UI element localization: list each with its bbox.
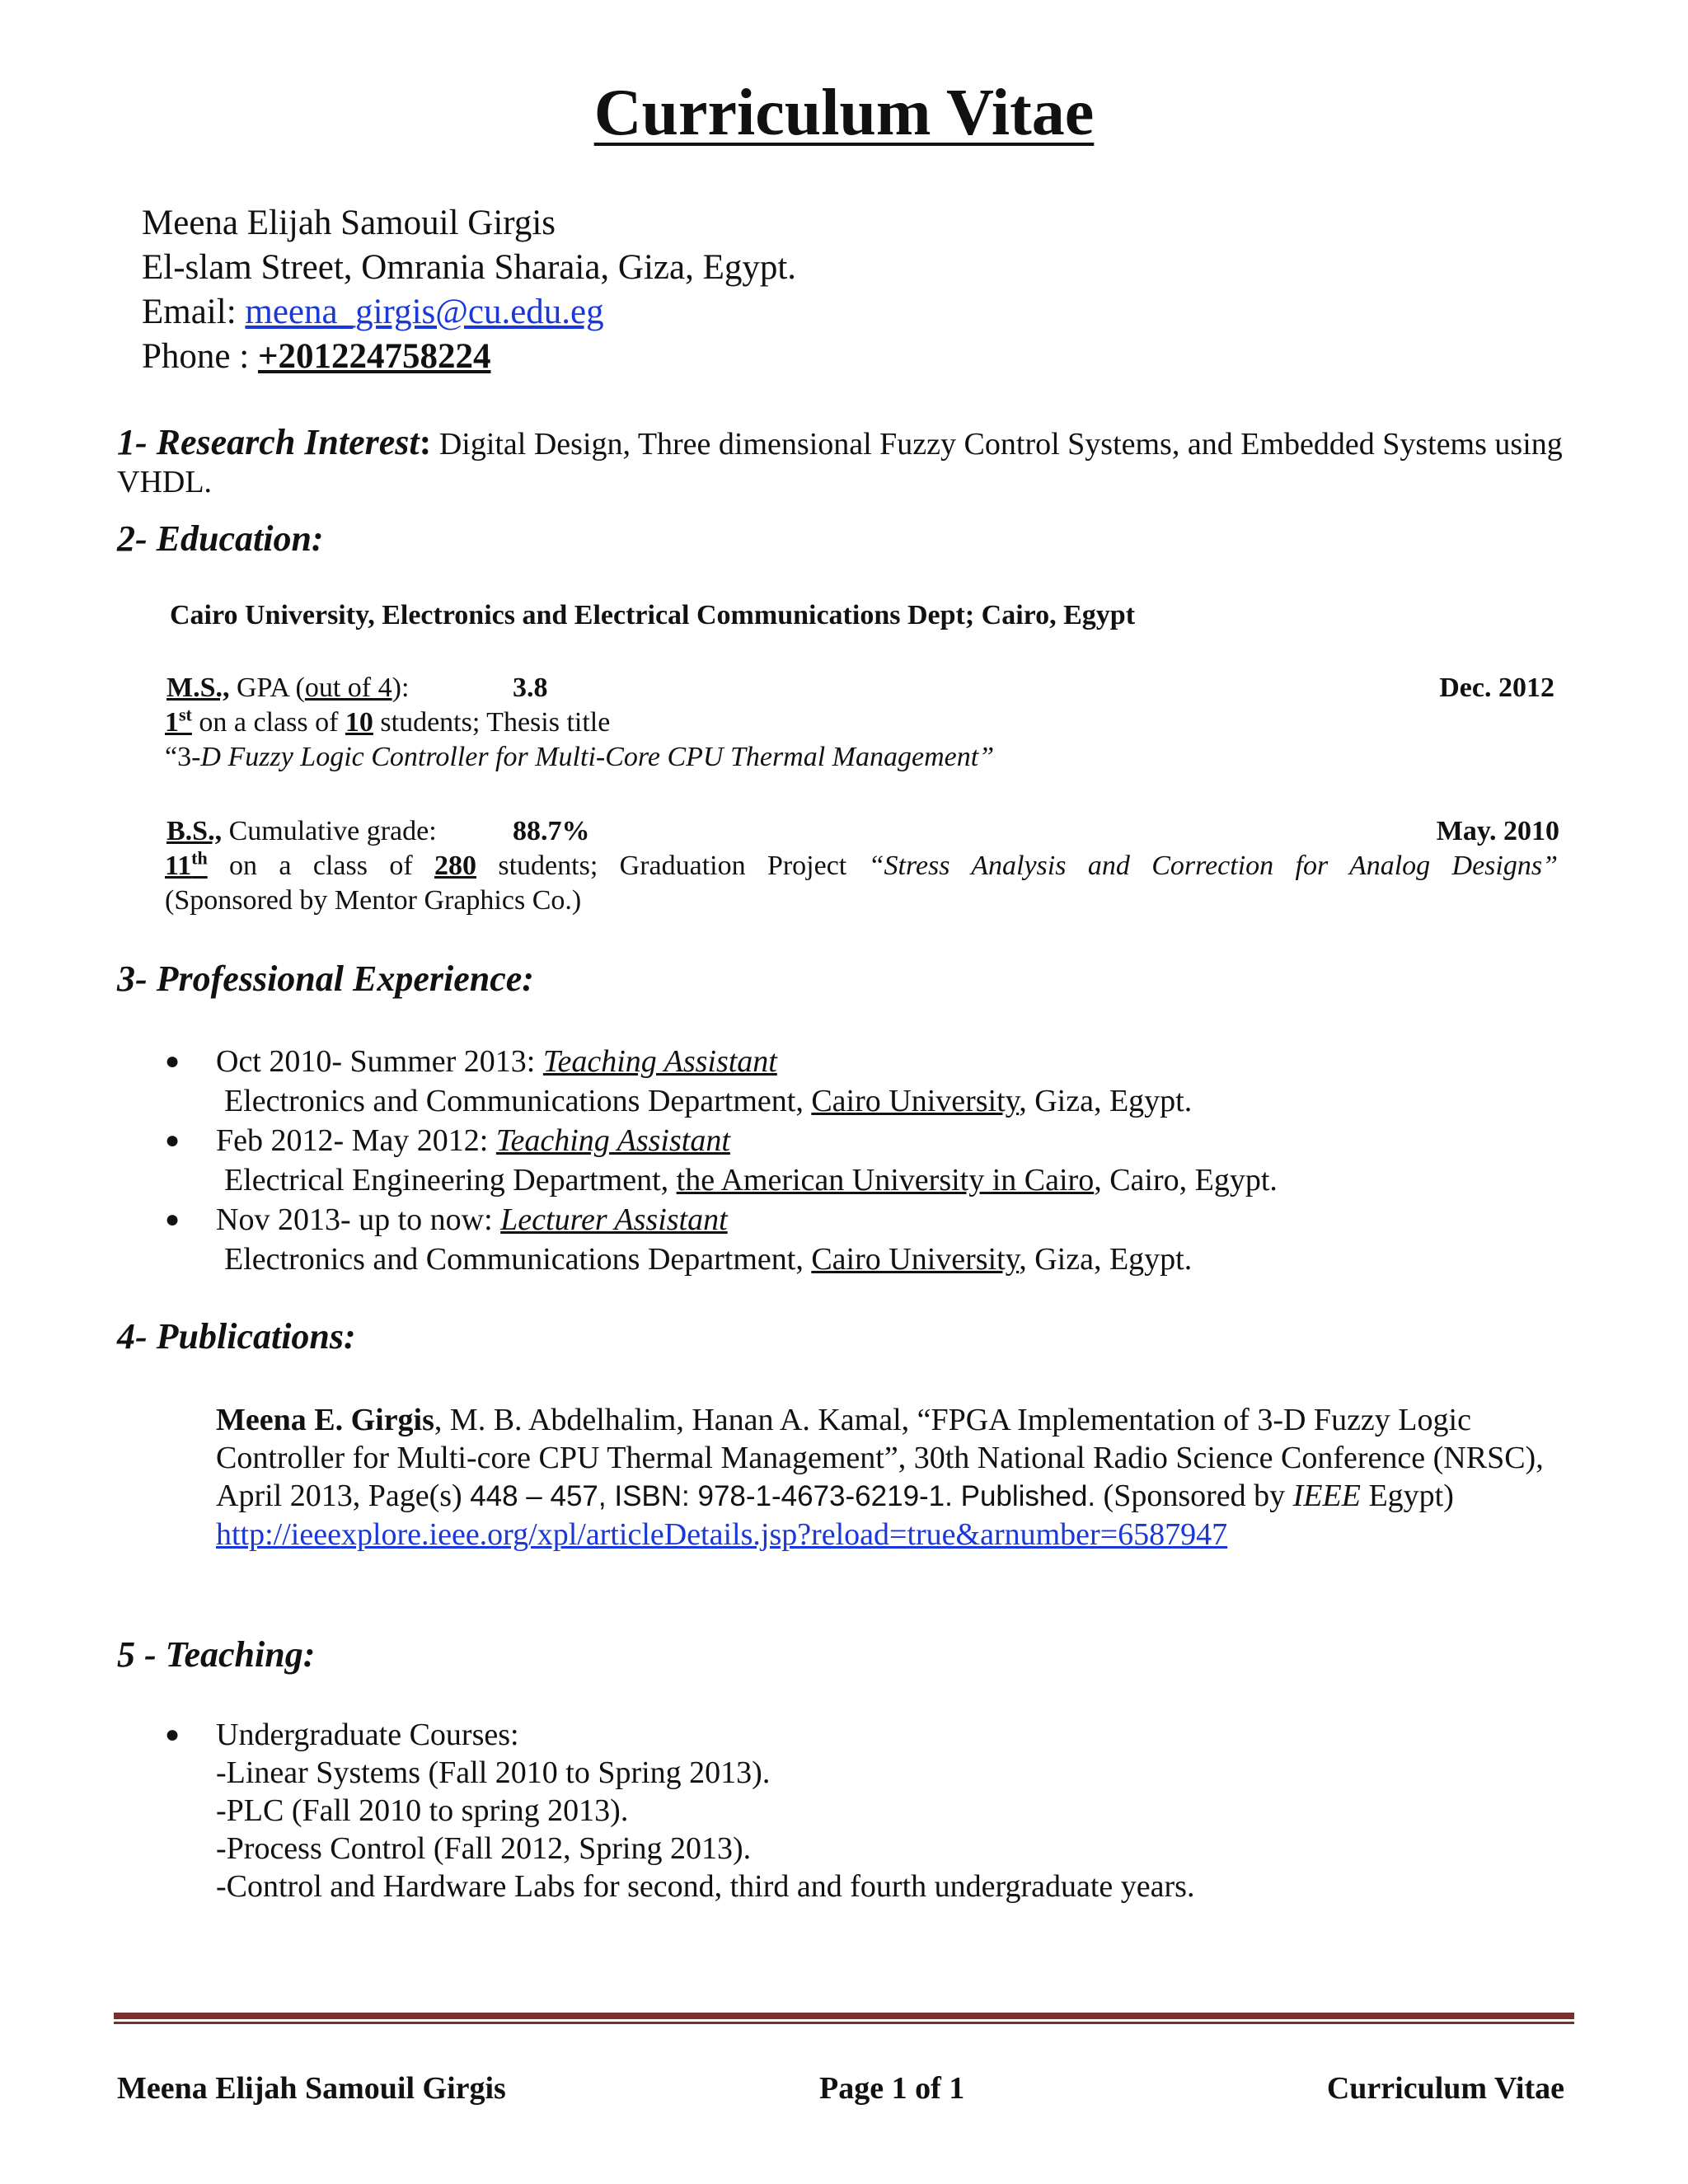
ms-rank-row <box>165 705 1558 740</box>
ms-thesis: D Fuzzy Logic Controller for Multi-Core CPU Thermal Management” <box>200 742 995 772</box>
exp-period: Nov 2013- up to now: <box>216 1202 501 1237</box>
phone-label: Phone : <box>142 337 258 376</box>
research-heading: 1- Research Interest <box>117 422 420 462</box>
phone-number: +201224758224 <box>257 337 491 376</box>
footer-page-number: Page 1 of 1 <box>819 2071 965 2106</box>
ms-degree: M.S., <box>166 673 230 703</box>
ms-gpa: 3.8 <box>513 673 548 703</box>
contact-address: El-slam Street, Omrania Sharaia, Giza, Egypt. <box>142 248 797 287</box>
experience-item <box>162 1200 1278 1279</box>
publication-entry <box>216 1401 1568 1554</box>
ms-gpa-pre: GPA ( <box>229 673 305 703</box>
ms-class-post: students; Thesis title <box>373 707 611 738</box>
bs-grade-label: Cumulative grade: <box>222 816 437 846</box>
ms-gpa-scale: out of 4 <box>304 673 392 703</box>
ms-class-pre: on a class of <box>191 707 345 738</box>
research-text: Digital Design, Three dimensional Fuzzy Control Systems, and Embedded Systems using VHDL. <box>117 427 1563 499</box>
bs-date: May. 2010 <box>1436 816 1559 846</box>
teaching-label: Undergraduate Courses: <box>216 1718 519 1752</box>
bullet-icon: ● <box>165 1127 181 1154</box>
exp-role: Teaching Assistant <box>542 1044 777 1079</box>
bs-sponsor-row: (Sponsored by Mentor Graphics Co.) <box>165 885 582 916</box>
pub-sponsor-post: Egypt) <box>1360 1479 1454 1513</box>
footer-rule <box>114 2013 1574 2019</box>
pub-author: Meena E. Girgis <box>216 1403 434 1437</box>
teaching-heading: 5 - Teaching: <box>117 1634 316 1675</box>
bs-rank-row <box>165 849 1558 883</box>
experience-list <box>162 1042 1278 1279</box>
contact-phone-line <box>142 335 796 379</box>
bs-degree: B.S., <box>166 816 223 846</box>
contact-email-line <box>142 290 796 335</box>
footer-rule-thin <box>114 2022 1574 2024</box>
course-item: -Process Control (Fall 2012, Spring 2013). <box>216 1831 752 1866</box>
exp-role: Lecturer Assistant <box>500 1202 728 1237</box>
experience-heading: 3- Professional Experience: <box>117 958 534 999</box>
research-interest <box>117 424 1574 501</box>
bs-grade: 88.7% <box>513 816 590 846</box>
ms-entry <box>166 671 1559 775</box>
pub-authors-rest: , M. B. Abdelhalim, Hanan A. Kamal, “FPGA Implementation of 3-D Fuzzy Logic Controller for Multi-core CPU Thermal Management”, 30th National Radio Science Conference (NRSC), April 2013, Page(s) <box>216 1403 1544 1513</box>
experience-item <box>162 1121 1278 1200</box>
ms-gpa-post: ): <box>392 673 410 703</box>
education-heading: 2- Education: <box>117 518 324 559</box>
experience-item <box>162 1042 1278 1121</box>
publications-heading: 4- Publications: <box>117 1316 356 1357</box>
research-colon: : <box>419 422 432 462</box>
bs-class-size: 280 <box>434 851 477 881</box>
bs-rank: 11th <box>165 847 208 881</box>
pub-pages-isbn: 448 – 457, ISBN: 978-1-4673-6219-1. Published. <box>470 1480 1096 1512</box>
footer-doc-title: Curriculum Vitae <box>1326 2071 1564 2106</box>
ms-date: Dec. 2012 <box>1439 673 1554 703</box>
ms-row <box>166 671 1559 705</box>
bs-class-pre: on a class of <box>207 851 435 881</box>
bullet-icon: ● <box>165 1721 181 1748</box>
contact-name: Meena Elijah Samouil Girgis <box>142 204 556 242</box>
exp-loc: , Cairo, Egypt. <box>1094 1163 1278 1197</box>
course-item: -Linear Systems (Fall 2010 to Spring 2013). <box>216 1755 771 1790</box>
teaching-list <box>162 1716 1194 1905</box>
exp-role: Teaching Assistant <box>495 1123 730 1158</box>
ms-thesis-open: “3- <box>165 742 201 772</box>
course-item: -Control and Hardware Labs for second, third and fourth undergraduate years. <box>216 1869 1195 1904</box>
ms-rank: 1st <box>165 704 192 738</box>
contact-block <box>142 201 796 379</box>
university-line: Cairo University, Electronics and Electrical Communications Dept; Cairo, Egypt <box>170 600 1136 630</box>
bullet-icon: ● <box>165 1047 181 1075</box>
bs-class-post: students; Graduation Project <box>476 851 869 881</box>
exp-loc: , Giza, Egypt. <box>1019 1242 1193 1277</box>
exp-period: Feb 2012- May 2012: <box>216 1123 496 1158</box>
exp-org: the American University in Cairo <box>676 1163 1095 1197</box>
footer-name: Meena Elijah Samouil Girgis <box>117 2071 506 2106</box>
ms-class-size: 10 <box>345 707 373 738</box>
bs-project: “Stress Analysis and Correction for Analog Designs” <box>868 851 1558 881</box>
teaching-item <box>162 1716 1194 1905</box>
exp-dept: Electronics and Communications Department, <box>224 1084 812 1118</box>
exp-org: Cairo University <box>811 1084 1020 1118</box>
pub-sponsor-org: IEEE <box>1292 1479 1361 1513</box>
pub-url-link[interactable]: http://ieeexplore.ieee.org/xpl/articleDetails.jsp?reload=true&arnumber=6587947 <box>216 1517 1228 1552</box>
pub-sponsor-pre: (Sponsored by <box>1095 1479 1293 1513</box>
bs-entry <box>166 814 1559 918</box>
email-label: Email: <box>142 293 246 331</box>
email-link[interactable]: meena_girgis@cu.edu.eg <box>245 293 604 331</box>
ms-thesis-row <box>165 740 1558 775</box>
exp-period: Oct 2010- Summer 2013: <box>216 1044 543 1079</box>
page-footer <box>117 2070 1564 2111</box>
page-title: Curriculum Vitae <box>593 77 1095 149</box>
bs-row <box>166 814 1559 849</box>
bullet-icon: ● <box>165 1206 181 1233</box>
exp-dept: Electrical Engineering Department, <box>224 1163 677 1197</box>
exp-org: Cairo University <box>811 1242 1020 1277</box>
exp-loc: , Giza, Egypt. <box>1019 1084 1193 1118</box>
course-item: -PLC (Fall 2010 to spring 2013). <box>216 1793 629 1828</box>
exp-dept: Electronics and Communications Department, <box>224 1242 812 1277</box>
